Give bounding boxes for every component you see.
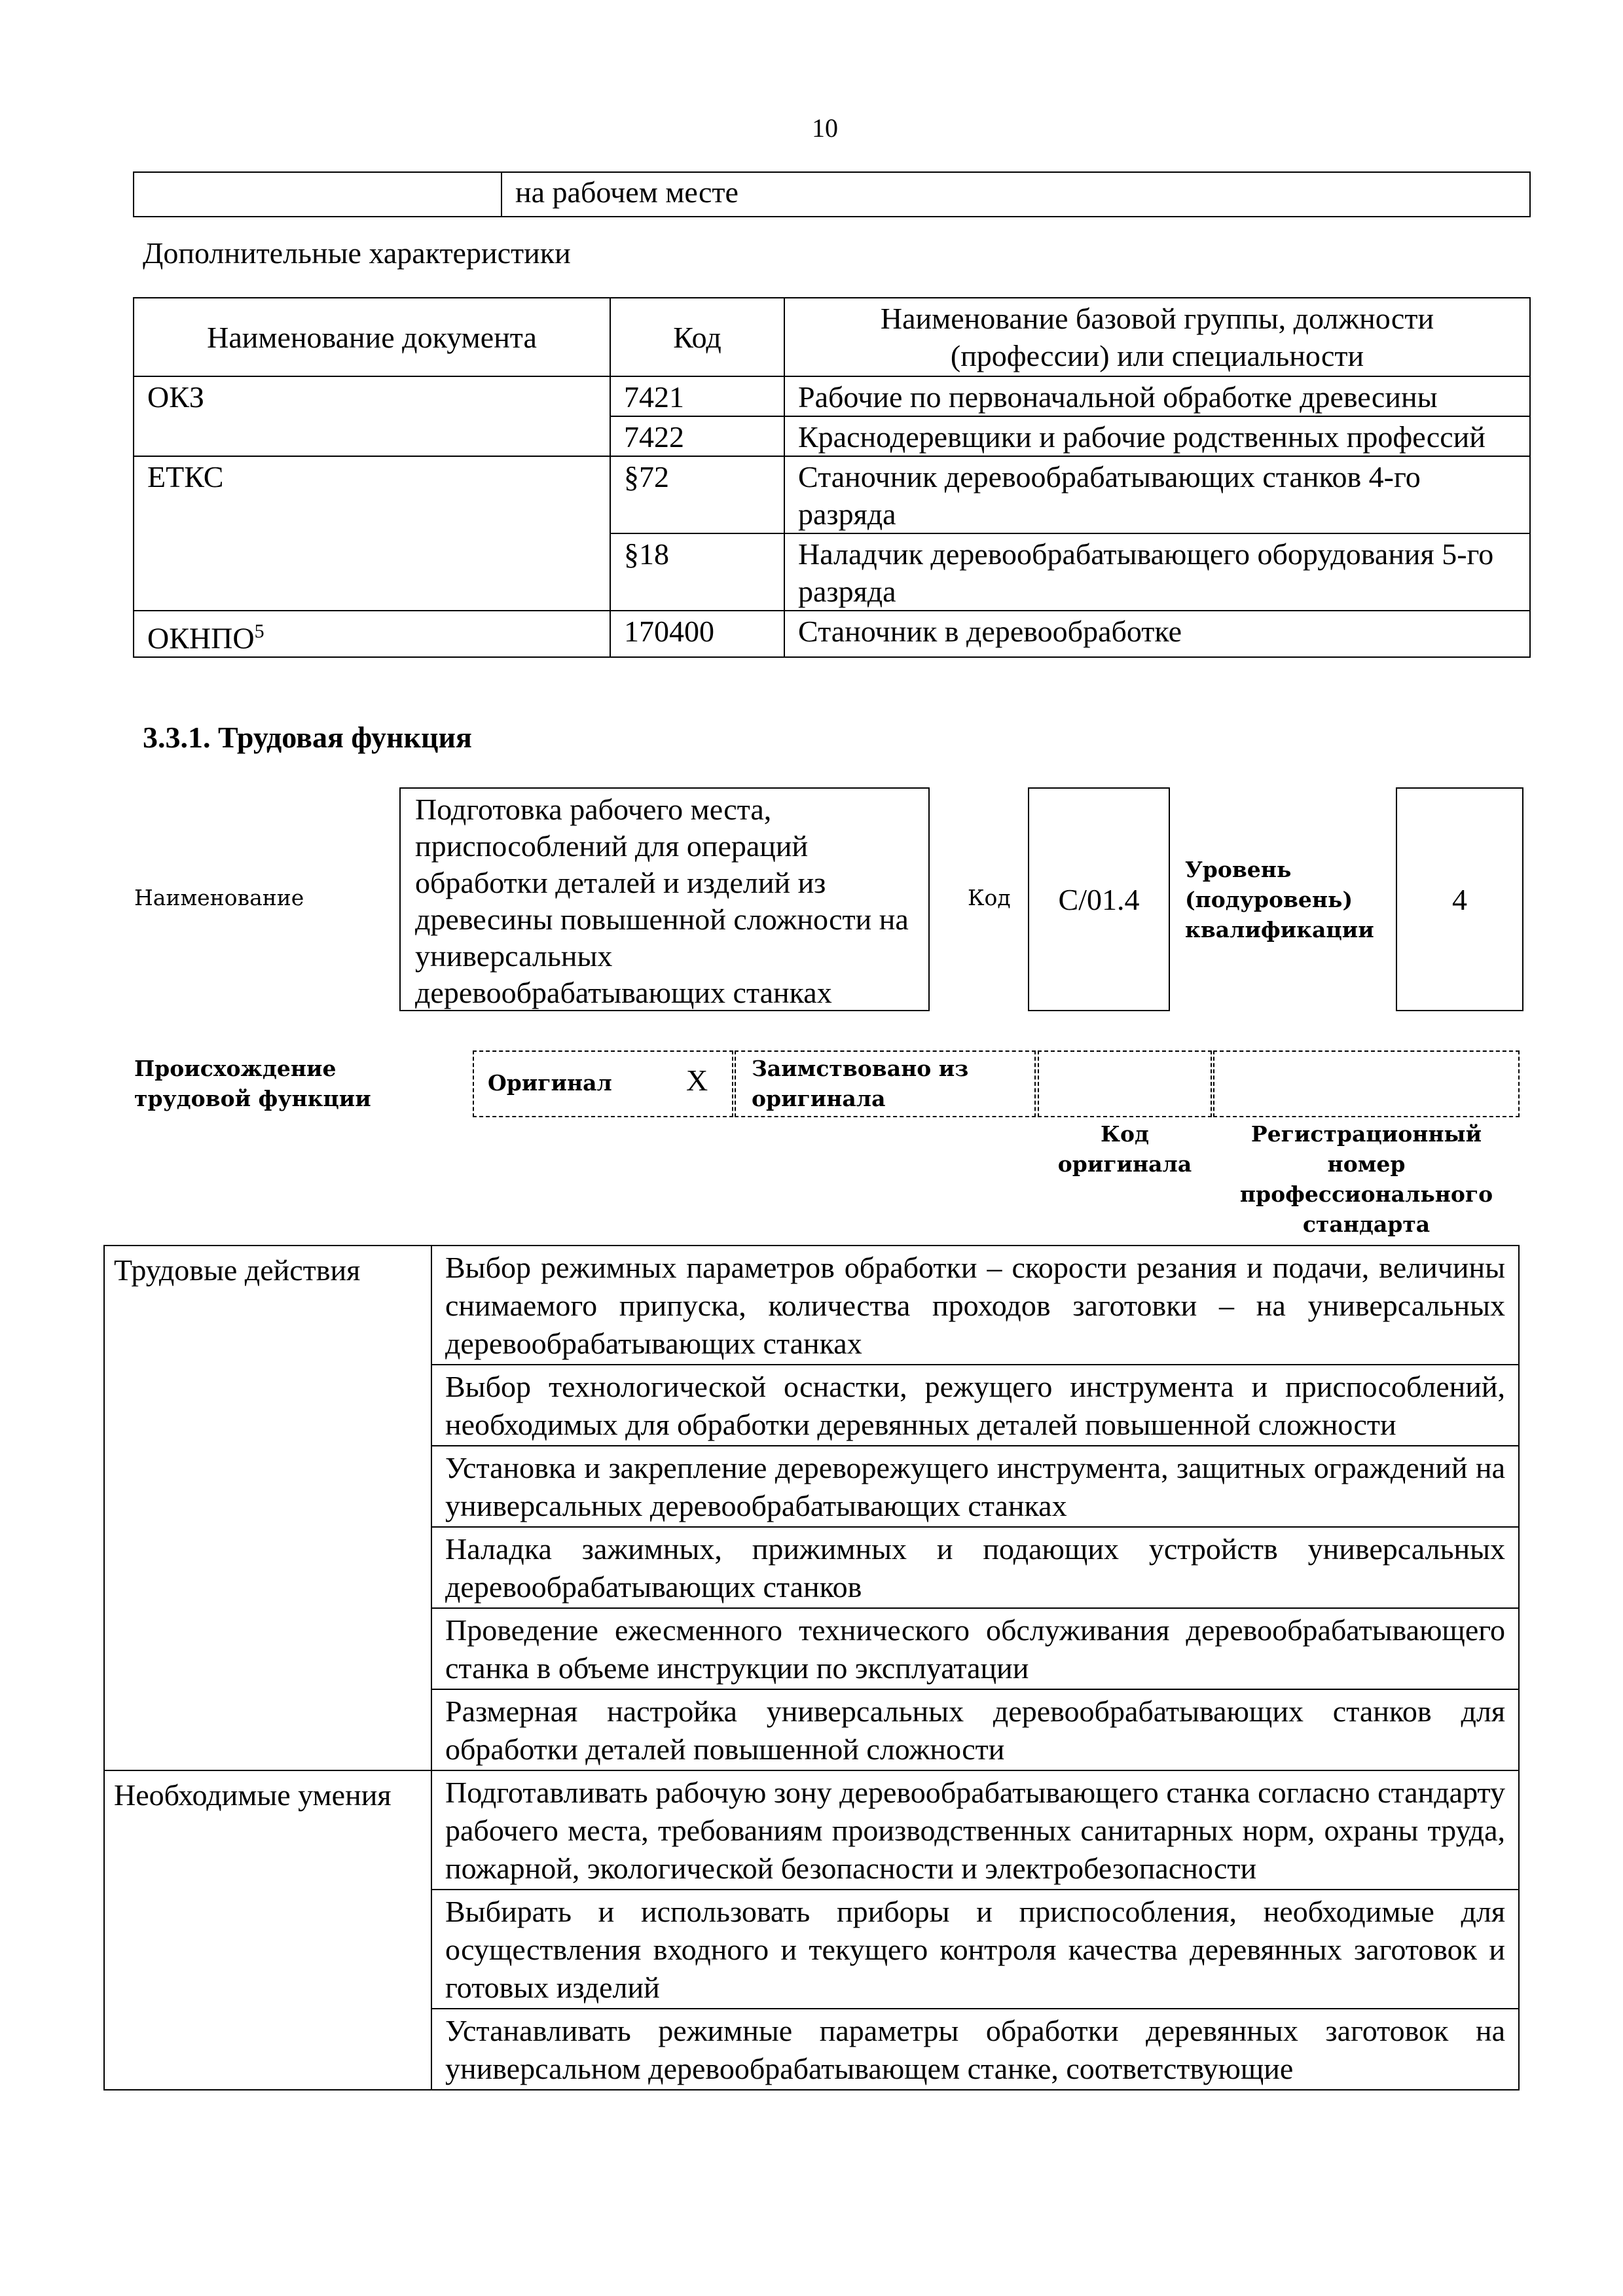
top-row-right-cell: на рабочем месте	[501, 172, 1530, 217]
code-cell: §72	[610, 456, 784, 533]
name-cell: Станочник в деревообработке	[784, 611, 1530, 657]
footnote-ref: 5	[254, 620, 264, 642]
doc-name: ОКНПО	[147, 621, 255, 655]
skill-item: Подготавливать рабочую зону деревообрабатывающего станка согласно стандарту рабочего места, требованиям производственных санитарных норм, охраны труда, пожарной, экологической безопасности и электробезопасности	[431, 1770, 1519, 1890]
code-cell: 7422	[610, 416, 784, 456]
top-row-left-cell	[134, 172, 501, 217]
action-item: Установка и закрепление дереворежущего инструмента, защитных ограждений на универсальных деревообрабатывающих станках	[431, 1446, 1519, 1527]
name-label: Наименование	[134, 885, 304, 910]
origin-label: Происхождение трудовой функции	[134, 1056, 371, 1111]
code-cell: §18	[610, 533, 784, 611]
doc-cell: ОКЗ	[134, 376, 610, 456]
original-code-caption: Код оригинала	[1057, 1121, 1192, 1177]
code-cell: 170400	[610, 611, 784, 657]
doc-cell	[134, 611, 610, 657]
level-label: Уровень (подуровень) квалификации	[1185, 857, 1374, 942]
original-label: Оригинал	[488, 1070, 612, 1096]
level-value: 4	[1452, 882, 1467, 916]
table-row	[134, 456, 1530, 533]
original-code-box	[1038, 1050, 1212, 1117]
code-label: Код	[968, 885, 1011, 910]
code-value: C/01.4	[1058, 882, 1140, 916]
top-row-table	[133, 171, 1531, 217]
group-label: Трудовые действия	[104, 1246, 431, 1770]
additional-heading: Дополнительные характеристики	[143, 236, 571, 270]
code-cell: 7421	[610, 376, 784, 416]
table-row	[134, 611, 1530, 657]
table-row	[104, 1770, 1519, 1890]
header-code: Код	[610, 298, 784, 376]
doc-table	[133, 297, 1531, 658]
name-cell: Краснодеревщики и рабочие родственных профессий	[784, 416, 1530, 456]
section-title: 3.3.1. Трудовая функция	[143, 721, 472, 754]
original-mark: X	[686, 1064, 708, 1097]
header-name: Наименование базовой группы, должности (профессии) или специальности	[784, 298, 1530, 376]
doc-table-header	[134, 298, 1530, 376]
name-cell: Станочник деревообрабатывающих станков 4-го разряда	[784, 456, 1530, 533]
page-number: 10	[812, 113, 838, 143]
group-label: Необходимые умения	[104, 1770, 431, 2090]
actions-table	[103, 1245, 1520, 2090]
borrowed-label: Заимствовано из оригинала	[752, 1056, 969, 1111]
action-item: Проведение ежесменного технического обслуживания деревообрабатывающего станка в объеме инструкции по эксплуатации	[431, 1608, 1519, 1689]
reg-number-caption: Регистрационный номер профессионального стандарта	[1239, 1121, 1493, 1237]
header-doc: Наименование документа	[134, 298, 610, 376]
name-cell: Наладчик деревообрабатывающего оборудования 5-го разряда	[784, 533, 1530, 611]
code-box	[1028, 787, 1170, 1011]
reg-number-box	[1213, 1050, 1520, 1117]
doc-cell: ЕТКС	[134, 456, 610, 611]
action-item: Выбор режимных параметров обработки – скорости резания и подачи, величины снимаемого припуска, количества проходов заготовки – на универсальных деревообрабатывающих станках	[431, 1246, 1519, 1365]
action-item: Наладка зажимных, прижимных и подающих устройств универсальных деревообрабатывающих станков	[431, 1527, 1519, 1608]
function-name-box: Подготовка рабочего места, приспособлений для операций обработки деталей и изделий из древесины повышенной сложности на универсальных деревообрабатывающих станках	[399, 787, 930, 1011]
level-box	[1396, 787, 1523, 1011]
action-item: Размерная настройка универсальных деревообрабатывающих станков для обработки деталей повышенной сложности	[431, 1689, 1519, 1770]
table-row	[134, 376, 1530, 416]
action-item: Выбор технологической оснастки, режущего инструмента и приспособлений, необходимых для обработки деревянных деталей повышенной сложности	[431, 1365, 1519, 1446]
table-row	[104, 1246, 1519, 1365]
name-cell: Рабочие по первоначальной обработке древесины	[784, 376, 1530, 416]
skill-item: Выбирать и использовать приборы и приспособления, необходимые для осуществления входного и текущего контроля качества деревянных заготовок и готовых изделий	[431, 1890, 1519, 2009]
skill-item: Устанавливать режимные параметры обработки деревянных заготовок на универсальном деревообрабатывающем станке, соответствующие	[431, 2009, 1519, 2090]
